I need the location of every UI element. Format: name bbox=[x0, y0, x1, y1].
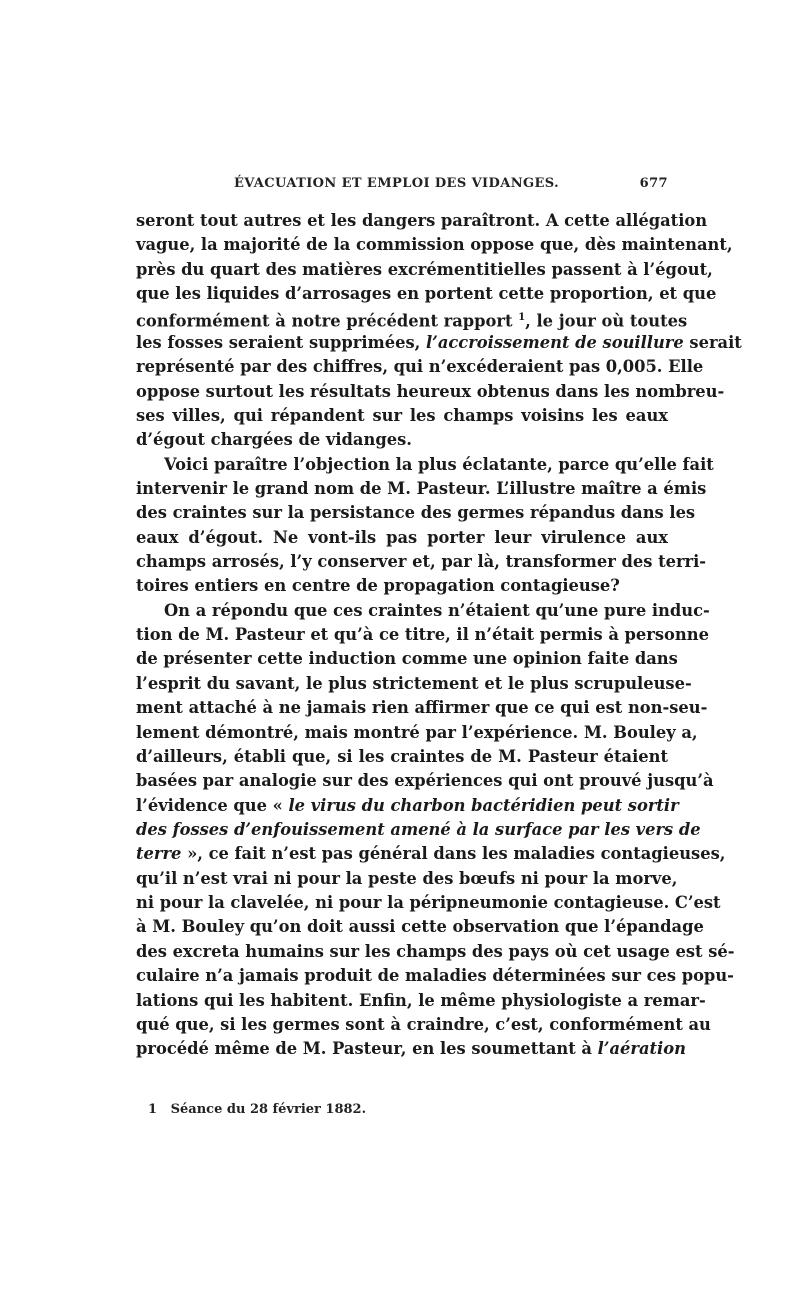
text-line: près du quart des matières excrémentitielles passent à l’égout, bbox=[136, 259, 713, 279]
text-line: des excreta humains sur les champs des pays où cet usage est sé- bbox=[136, 941, 735, 961]
text-line: eaux d’égout. Ne vont-ils pas porter leur virulence aux bbox=[136, 527, 668, 547]
text-line: d’ailleurs, établi que, si les craintes de M. Pasteur étaient bbox=[136, 746, 668, 766]
text-line: lations qui les habitent. Enfin, le même physiologiste a remar- bbox=[136, 990, 706, 1010]
footnote bbox=[148, 1102, 366, 1117]
text-line: culaire n’a jamais produit de maladies déterminées sur ces popu- bbox=[136, 966, 734, 986]
paragraph-start-line: Voici paraître l’objection la plus éclatante, parce qu’elle fait bbox=[164, 454, 714, 474]
text-line: de présenter cette induction comme une opinion faite dans bbox=[136, 649, 678, 669]
italic-phrase: des fosses d’enfouissement amené à la surface par les vers de bbox=[136, 819, 701, 839]
text-line: conformément à notre précédent rapport $^1$, le jour où toutes bbox=[136, 311, 688, 331]
page-number: 677 bbox=[639, 176, 668, 191]
text-line: d’égout chargées de vidanges. bbox=[136, 430, 412, 450]
text-line: oppose surtout les résultats heureux obtenus dans les nombreu- bbox=[136, 381, 725, 401]
text-line: ni pour la clavelée, ni pour la péripneumonie contagieuse. C’est bbox=[136, 893, 721, 913]
text-line: procédé même de M. Pasteur, en les soumettant à l’aération bbox=[136, 1039, 686, 1059]
italic-phrase: l’aération bbox=[597, 1039, 686, 1059]
text-line: ment attaché à ne jamais rien affirmer que ce qui est non-seu- bbox=[136, 698, 708, 718]
text-line: l’esprit du savant, le plus strictement et le plus scrupuleuse- bbox=[136, 673, 692, 693]
footnote-text: Séance du 28 février 1882. bbox=[170, 1102, 367, 1117]
italic-phrase: terre bbox=[136, 844, 182, 864]
text-line: que les liquides d’arrosages en portent cette proportion, et que bbox=[136, 284, 717, 304]
running-title: ÉVACUATION ET EMPLOI DES VIDANGES. bbox=[234, 176, 560, 191]
text-line: l’évidence que « le virus du charbon bactéridien peut sortir bbox=[136, 795, 679, 815]
text-line: ses villes, qui répandent sur les champs voisins les eaux bbox=[136, 405, 668, 425]
text-line: intervenir le grand nom de M. Pasteur. L’illustre maître a émis bbox=[136, 478, 707, 498]
text-line: seront tout autres et les dangers paraîtront. A cette allégation bbox=[136, 211, 708, 230]
italic-phrase: l’accroissement de souillure bbox=[425, 332, 684, 352]
italic-phrase: le virus du charbon bactéridien peut sortir bbox=[288, 795, 679, 815]
text-line: qué que, si les germes sont à craindre, c’est, conformément au bbox=[136, 1014, 711, 1034]
footnote-number: 1 bbox=[148, 1102, 158, 1117]
text-line: terre », ce fait n’est pas général dans les maladies contagieuses, bbox=[136, 844, 726, 864]
text-line: lement démontré, mais montré par l’expérience. M. Bouley a, bbox=[136, 722, 698, 742]
text-line: toires entiers en centre de propagation contagieuse? bbox=[136, 576, 620, 596]
text-line: basées par analogie sur des expériences qui ont prouvé jusqu’à bbox=[136, 771, 714, 791]
running-header bbox=[136, 176, 668, 196]
text-line: vague, la majorité de la commission oppose que, dès maintenant, bbox=[136, 235, 733, 255]
text-line: qu’il n’est vrai ni pour la peste des bœufs ni pour la morve, bbox=[136, 868, 678, 888]
paragraph-start-line: On a répondu que ces craintes n’étaient qu’une pure induc- bbox=[164, 600, 710, 620]
footnote-ref: 1 bbox=[518, 312, 526, 324]
body-text bbox=[136, 209, 742, 1062]
text-line bbox=[136, 818, 701, 842]
text-line: représenté par des chiffres, qui n’excéderaient pas 0,005. Elle bbox=[136, 357, 704, 377]
text-line: champs arrosés, l’y conserver et, par là, transformer des terri- bbox=[136, 552, 707, 572]
text-line: à M. Bouley qu’on doit aussi cette observation que l’épandage bbox=[136, 917, 704, 937]
text-line: des craintes sur la persistance des germes répandus dans les bbox=[136, 503, 696, 523]
text-line: les fosses seraient supprimées, l’accroissement de souillure serait bbox=[136, 332, 742, 352]
text-line: tion de M. Pasteur et qu’à ce titre, il n’était permis à personne bbox=[136, 625, 709, 645]
